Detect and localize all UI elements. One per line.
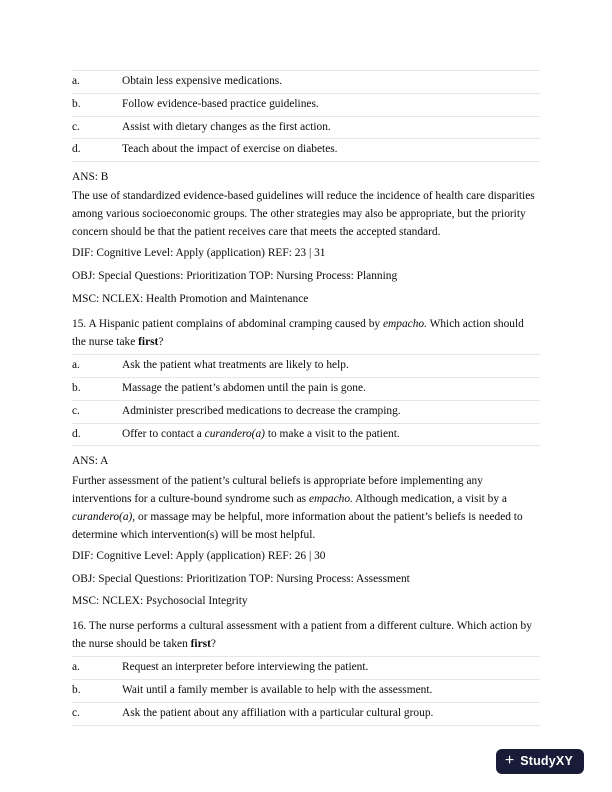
option-text: Assist with dietary changes as the first action. bbox=[122, 120, 331, 133]
option-letter: c. bbox=[72, 120, 80, 133]
option-row bbox=[72, 116, 540, 139]
q14-obj-line: OBJ: Special Questions: Prioritization TOP: Nursing Process: Planning bbox=[72, 270, 398, 283]
text-segment: Although medication, a visit by a bbox=[352, 492, 507, 505]
option-text: Wait until a family member is available to help with the assessment. bbox=[122, 684, 433, 697]
q14-dif-line: DIF: Cognitive Level: Apply (application) REF: 23 | 31 bbox=[72, 247, 326, 260]
q16-options-list bbox=[72, 656, 540, 725]
option-row bbox=[72, 93, 540, 116]
option-row bbox=[72, 138, 540, 161]
text-segment: 15. A Hispanic patient complains of abdominal cramping caused by bbox=[72, 318, 383, 331]
option-row bbox=[72, 423, 540, 446]
option-letter: a. bbox=[72, 359, 80, 372]
text-segment-italic: empacho. bbox=[308, 492, 353, 505]
option-text: Obtain less expensive medications. bbox=[122, 75, 283, 87]
q15-options-list bbox=[72, 354, 540, 446]
option-letter: c. bbox=[72, 404, 80, 417]
text-segment-italic: curandero(a), bbox=[72, 510, 136, 523]
brand-wordmark bbox=[520, 755, 573, 768]
text-segment: Which action should the nurse take bbox=[72, 318, 524, 349]
option-row bbox=[72, 400, 540, 423]
option-row bbox=[72, 70, 540, 93]
q15-answer-label: ANS: A bbox=[72, 455, 109, 468]
q14-msc-line: MSC: NCLEX: Health Promotion and Maintenance bbox=[72, 293, 309, 306]
option-letter: d. bbox=[72, 143, 81, 156]
option-letter: b. bbox=[72, 382, 81, 394]
text-segment-bold: first bbox=[190, 638, 211, 651]
option-text bbox=[122, 427, 540, 442]
text-segment: Offer to contact a bbox=[122, 427, 205, 440]
option-row bbox=[72, 377, 540, 400]
option-text: Massage the patient’s abdomen until the pain is gone. bbox=[122, 382, 366, 394]
option-letter: a. bbox=[72, 661, 80, 674]
option-text: Request an interpreter before interviewing the patient. bbox=[122, 661, 369, 674]
brand-xy: XY bbox=[555, 754, 573, 769]
option-letter: d. bbox=[72, 427, 81, 440]
option-row bbox=[72, 656, 540, 679]
studyxy-logo-badge[interactable] bbox=[496, 749, 584, 774]
q14-rationale: The use of standardized evidence-based guidelines will reduce the incidence of health care disparities among various socioeconomic groups. The other strategies may also be appropriate, but the priority concern should be that the patient receives care that meets the accepted standard. bbox=[72, 190, 535, 239]
option-text: Follow evidence-based practice guidelines. bbox=[122, 97, 319, 110]
text-segment: Further assessment of the patient’s cultural beliefs is appropriate before implementing any interventions for a culture-bound syndrome such as bbox=[72, 474, 483, 505]
option-text: Teach about the impact of exercise on diabetes. bbox=[122, 143, 338, 156]
q14-options-list bbox=[72, 70, 540, 162]
plus-icon: + bbox=[504, 751, 515, 769]
text-segment: ? bbox=[158, 336, 164, 349]
option-text: Administer prescribed medications to decrease the cramping. bbox=[122, 404, 401, 417]
q15-dif-line: DIF: Cognitive Level: Apply (application) REF: 26 | 30 bbox=[72, 549, 326, 562]
text-segment-bold: first bbox=[138, 336, 159, 349]
q16-question-stem bbox=[72, 617, 540, 653]
option-letter: c. bbox=[72, 707, 80, 720]
text-segment: 16. The nurse performs a cultural assessment with a patient from a different culture. Which action by the nurse should be taken bbox=[72, 620, 532, 651]
option-letter: b. bbox=[72, 684, 81, 697]
option-text: Ask the patient about any affiliation with a particular cultural group. bbox=[122, 707, 434, 720]
text-segment: or massage may be helpful, more information about the patient’s beliefs is needed to determine which intervention(s) will be most helpful. bbox=[72, 510, 523, 541]
option-row bbox=[72, 354, 540, 377]
q15-question-stem bbox=[72, 315, 540, 351]
option-letter: a. bbox=[72, 75, 80, 87]
brand-study: Study bbox=[520, 754, 556, 769]
q15-msc-line: MSC: NCLEX: Psychosocial Integrity bbox=[72, 595, 248, 608]
option-letter: b. bbox=[72, 97, 81, 110]
q14-answer-label: ANS: B bbox=[72, 171, 109, 184]
q15-rationale bbox=[72, 472, 540, 544]
text-segment-italic: curandero(a) bbox=[204, 427, 265, 440]
q15-obj-line: OBJ: Special Questions: Prioritization TOP: Nursing Process: Assessment bbox=[72, 572, 410, 585]
option-text: Ask the patient what treatments are likely to help. bbox=[122, 359, 349, 372]
text-segment-italic: empacho. bbox=[382, 318, 427, 331]
text-segment: to make a visit to the patient. bbox=[264, 427, 400, 440]
text-segment: ? bbox=[210, 638, 216, 651]
option-row bbox=[72, 702, 540, 725]
option-row bbox=[72, 679, 540, 702]
